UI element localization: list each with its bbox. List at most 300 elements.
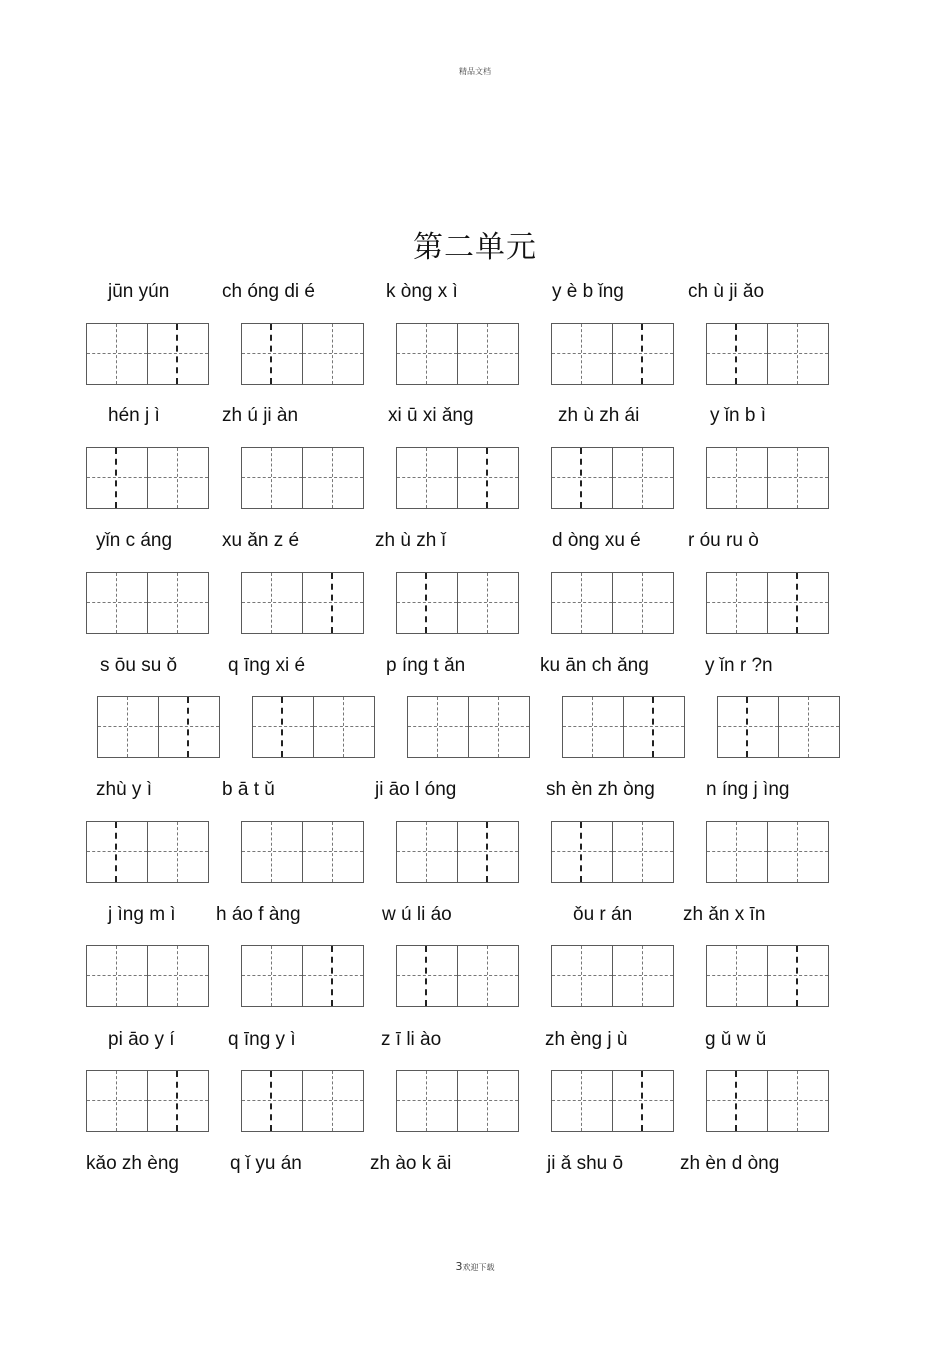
guide-line-horizontal (303, 851, 363, 852)
guide-line-horizontal (87, 1100, 147, 1101)
guide-line-horizontal (613, 1100, 673, 1101)
pinyin-row (0, 779, 950, 805)
writing-box[interactable] (302, 323, 364, 385)
guide-line-horizontal (613, 602, 673, 603)
guide-line-vertical (486, 822, 488, 882)
guide-line-horizontal (707, 851, 767, 852)
pinyin-word: n íng j ìng (706, 779, 790, 800)
guide-line-vertical (746, 697, 748, 757)
guide-line-vertical (425, 573, 427, 633)
guide-line-vertical (426, 822, 427, 882)
guide-line-horizontal (613, 477, 673, 478)
guide-line-horizontal (303, 353, 363, 354)
writing-box[interactable] (457, 821, 519, 883)
guide-line-horizontal (303, 1100, 363, 1101)
guide-line-horizontal (458, 602, 518, 603)
guide-line-vertical (271, 448, 272, 508)
guide-line-vertical (425, 946, 427, 1006)
guide-line-horizontal (613, 353, 673, 354)
guide-line-horizontal (242, 1100, 302, 1101)
guide-line-vertical (271, 822, 272, 882)
guide-line-horizontal (552, 353, 612, 354)
writing-box[interactable] (551, 945, 613, 1007)
writing-box[interactable] (551, 447, 613, 509)
guide-line-horizontal (458, 353, 518, 354)
guide-line-vertical (797, 822, 798, 882)
pinyin-word: g ǔ w ǔ (705, 1029, 767, 1050)
pinyin-word: q īng y ì (228, 1029, 296, 1050)
writing-box[interactable] (86, 945, 148, 1007)
guide-line-vertical (176, 324, 178, 384)
guide-line-horizontal (397, 353, 457, 354)
writing-box[interactable] (396, 447, 458, 509)
guide-line-horizontal (314, 726, 374, 727)
guide-line-vertical (115, 448, 117, 508)
writing-box[interactable] (551, 323, 613, 385)
guide-line-horizontal (87, 602, 147, 603)
character-grid-row (0, 821, 950, 883)
pinyin-word: y è b ǐng (552, 281, 624, 302)
guide-line-horizontal (768, 477, 828, 478)
guide-line-horizontal (242, 602, 302, 603)
writing-box[interactable] (147, 821, 209, 883)
pinyin-word: b ā t ǔ (222, 779, 275, 800)
writing-box[interactable] (86, 1070, 148, 1132)
guide-line-vertical (487, 1071, 488, 1131)
writing-box[interactable] (302, 1070, 364, 1132)
guide-line-horizontal (458, 975, 518, 976)
writing-box-pair (396, 821, 518, 883)
guide-line-horizontal (768, 851, 828, 852)
guide-line-horizontal (148, 975, 208, 976)
pinyin-word: zh ù zh ái (558, 405, 640, 426)
guide-line-horizontal (397, 1100, 457, 1101)
pinyin-word: zhù y ì (96, 779, 152, 800)
guide-line-vertical (736, 573, 737, 633)
writing-box-pair (396, 945, 518, 1007)
unit-title: 第二单元 (413, 230, 537, 265)
guide-line-horizontal (98, 726, 158, 727)
writing-box[interactable] (457, 323, 519, 385)
guide-line-horizontal (253, 726, 313, 727)
writing-box-pair (396, 572, 518, 634)
guide-line-vertical (808, 697, 809, 757)
guide-line-vertical (332, 1071, 333, 1131)
pinyin-word: yǐn c áng (96, 530, 173, 551)
writing-box-pair (706, 572, 828, 634)
guide-line-horizontal (87, 851, 147, 852)
writing-box[interactable] (612, 323, 674, 385)
pinyin-word: ch ù ji ǎo (688, 281, 765, 302)
writing-box[interactable] (457, 945, 519, 1007)
pinyin-word: k òng x ì (386, 281, 458, 302)
writing-box[interactable] (241, 821, 303, 883)
pinyin-word: z ī li ào (381, 1029, 442, 1050)
writing-box[interactable] (612, 1070, 674, 1132)
guide-line-vertical (735, 1071, 737, 1131)
writing-box[interactable] (767, 323, 829, 385)
pinyin-word: p íng t ǎn (386, 655, 466, 676)
character-grid-row (0, 1070, 950, 1132)
pinyin-word: d òng xu é (552, 530, 641, 551)
writing-box[interactable] (778, 696, 840, 758)
writing-box-pair (706, 323, 828, 385)
guide-line-horizontal (458, 1100, 518, 1101)
pinyin-word: ji āo l óng (375, 779, 457, 800)
guide-line-vertical (271, 946, 272, 1006)
guide-line-vertical (581, 573, 582, 633)
guide-line-vertical (581, 324, 582, 384)
guide-line-horizontal (469, 726, 529, 727)
writing-box-pair (86, 945, 208, 1007)
guide-line-horizontal (242, 851, 302, 852)
writing-box[interactable] (241, 945, 303, 1007)
pinyin-word: j ìng m ì (108, 904, 176, 925)
writing-box-pair (551, 821, 673, 883)
guide-line-horizontal (303, 477, 363, 478)
writing-box[interactable] (97, 696, 159, 758)
guide-line-vertical (735, 324, 737, 384)
guide-line-horizontal (148, 602, 208, 603)
writing-box[interactable] (612, 447, 674, 509)
writing-box-pair (86, 323, 208, 385)
writing-box[interactable] (551, 821, 613, 883)
guide-line-vertical (331, 573, 333, 633)
guide-line-horizontal (563, 726, 623, 727)
guide-line-horizontal (87, 477, 147, 478)
writing-box-pair (241, 1070, 363, 1132)
character-grid-row (0, 945, 950, 1007)
guide-line-horizontal (552, 851, 612, 852)
writing-box-pair (241, 821, 363, 883)
writing-box[interactable] (147, 1070, 209, 1132)
writing-box[interactable] (302, 447, 364, 509)
writing-box[interactable] (252, 696, 314, 758)
guide-line-horizontal (552, 602, 612, 603)
guide-line-horizontal (718, 726, 778, 727)
pinyin-word: q ǐ yu án (230, 1153, 302, 1174)
writing-box[interactable] (623, 696, 685, 758)
writing-box[interactable] (147, 323, 209, 385)
guide-line-vertical (281, 697, 283, 757)
guide-line-vertical (426, 1071, 427, 1131)
writing-box[interactable] (706, 447, 768, 509)
guide-line-horizontal (707, 1100, 767, 1101)
pinyin-word: ch óng di é (222, 281, 315, 302)
guide-line-horizontal (148, 1100, 208, 1101)
guide-line-vertical (796, 573, 798, 633)
writing-box[interactable] (147, 945, 209, 1007)
writing-box-pair (241, 945, 363, 1007)
writing-box[interactable] (706, 821, 768, 883)
writing-box[interactable] (612, 945, 674, 1007)
writing-box-pair (241, 572, 363, 634)
guide-line-vertical (641, 324, 643, 384)
writing-box-pair (86, 1070, 208, 1132)
writing-box[interactable] (86, 821, 148, 883)
guide-line-vertical (116, 1071, 117, 1131)
guide-line-vertical (736, 822, 737, 882)
writing-box[interactable] (468, 696, 530, 758)
writing-box[interactable] (396, 821, 458, 883)
guide-line-horizontal (148, 851, 208, 852)
writing-box-pair (241, 323, 363, 385)
guide-line-vertical (332, 822, 333, 882)
guide-line-horizontal (87, 353, 147, 354)
writing-box[interactable] (241, 572, 303, 634)
writing-box-pair (396, 323, 518, 385)
writing-box[interactable] (767, 821, 829, 883)
guide-line-vertical (797, 1071, 798, 1131)
pinyin-row (0, 1029, 950, 1055)
guide-line-horizontal (768, 975, 828, 976)
guide-line-horizontal (303, 602, 363, 603)
guide-line-vertical (797, 324, 798, 384)
writing-box-pair (97, 696, 219, 758)
pinyin-word: ji ǎ shu ō (547, 1153, 624, 1174)
writing-box[interactable] (147, 447, 209, 509)
guide-line-vertical (580, 448, 582, 508)
guide-line-horizontal (148, 477, 208, 478)
guide-line-vertical (641, 1071, 643, 1131)
guide-line-horizontal (552, 1100, 612, 1101)
pinyin-row (0, 405, 950, 431)
guide-line-horizontal (707, 602, 767, 603)
writing-box[interactable] (767, 945, 829, 1007)
guide-line-horizontal (242, 353, 302, 354)
page-footer (0, 1260, 950, 1273)
guide-line-vertical (177, 573, 178, 633)
guide-line-vertical (177, 946, 178, 1006)
guide-line-vertical (177, 448, 178, 508)
guide-line-vertical (437, 697, 438, 757)
pinyin-word: zh ào k āi (370, 1153, 452, 1174)
writing-box-pair (717, 696, 839, 758)
pinyin-word: ku ān ch ǎng (540, 655, 649, 676)
guide-line-horizontal (707, 477, 767, 478)
pinyin-row (0, 281, 950, 307)
guide-line-vertical (331, 946, 333, 1006)
pinyin-row (0, 655, 950, 681)
pinyin-word: y ǐn b ì (710, 405, 766, 426)
writing-box[interactable] (241, 323, 303, 385)
guide-line-vertical (270, 1071, 272, 1131)
writing-box-pair (86, 572, 208, 634)
writing-box-pair (396, 447, 518, 509)
writing-box[interactable] (612, 572, 674, 634)
writing-box[interactable] (302, 945, 364, 1007)
writing-box[interactable] (457, 447, 519, 509)
writing-box[interactable] (396, 945, 458, 1007)
guide-line-horizontal (408, 726, 468, 727)
pinyin-word: r óu ru ò (688, 530, 759, 551)
writing-box-pair (551, 945, 673, 1007)
guide-line-vertical (487, 573, 488, 633)
guide-line-vertical (426, 324, 427, 384)
writing-box[interactable] (313, 696, 375, 758)
guide-line-vertical (642, 822, 643, 882)
guide-line-vertical (652, 697, 654, 757)
guide-line-horizontal (397, 477, 457, 478)
writing-box-pair (706, 945, 828, 1007)
writing-box[interactable] (302, 572, 364, 634)
guide-line-vertical (796, 946, 798, 1006)
guide-line-horizontal (768, 353, 828, 354)
guide-line-horizontal (613, 975, 673, 976)
guide-line-horizontal (552, 477, 612, 478)
writing-box[interactable] (767, 572, 829, 634)
guide-line-vertical (116, 573, 117, 633)
guide-line-vertical (642, 946, 643, 1006)
writing-box-pair (407, 696, 529, 758)
guide-line-horizontal (552, 975, 612, 976)
writing-box-pair (252, 696, 374, 758)
guide-line-vertical (332, 448, 333, 508)
pinyin-word: zh ú ji àn (222, 405, 299, 426)
footer-text: 欢迎下载 (462, 1263, 495, 1272)
writing-box[interactable] (612, 821, 674, 883)
pinyin-word: q īng xi é (228, 655, 306, 676)
writing-box[interactable] (706, 323, 768, 385)
writing-box-pair (241, 447, 363, 509)
guide-line-horizontal (779, 726, 839, 727)
guide-line-vertical (127, 697, 128, 757)
pinyin-word: zh ù zh ǐ (375, 530, 446, 551)
writing-box-pair (86, 821, 208, 883)
guide-line-horizontal (397, 975, 457, 976)
guide-line-vertical (487, 324, 488, 384)
page-number: 3 (455, 1260, 463, 1273)
writing-box[interactable] (241, 1070, 303, 1132)
writing-box[interactable] (706, 572, 768, 634)
pinyin-word: s ōu su ǒ (100, 655, 178, 676)
writing-box-pair (551, 323, 673, 385)
writing-box-pair (551, 572, 673, 634)
pinyin-row (0, 904, 950, 930)
guide-line-horizontal (458, 477, 518, 478)
guide-line-vertical (797, 448, 798, 508)
writing-box-pair (706, 1070, 828, 1132)
writing-box[interactable] (562, 696, 624, 758)
guide-line-vertical (581, 1071, 582, 1131)
writing-box[interactable] (86, 323, 148, 385)
guide-line-vertical (270, 324, 272, 384)
writing-box[interactable] (551, 1070, 613, 1132)
writing-box[interactable] (86, 572, 148, 634)
guide-line-horizontal (768, 602, 828, 603)
pinyin-word: kǎo zh èng (86, 1153, 179, 1174)
writing-box-pair (551, 447, 673, 509)
pinyin-row (0, 530, 950, 556)
guide-line-horizontal (303, 975, 363, 976)
pinyin-word: hén j ì (108, 405, 160, 426)
pinyin-word: w ú li áo (382, 904, 452, 925)
page-header: 精品文档 (459, 67, 491, 76)
guide-line-horizontal (624, 726, 684, 727)
guide-line-horizontal (159, 726, 219, 727)
writing-box-pair (706, 821, 828, 883)
guide-line-horizontal (242, 477, 302, 478)
guide-line-vertical (736, 448, 737, 508)
writing-box[interactable] (706, 1070, 768, 1132)
writing-box[interactable] (86, 447, 148, 509)
guide-line-vertical (580, 822, 582, 882)
guide-line-horizontal (707, 975, 767, 976)
writing-box-pair (562, 696, 684, 758)
writing-box[interactable] (407, 696, 469, 758)
writing-box[interactable] (717, 696, 779, 758)
writing-box[interactable] (396, 1070, 458, 1132)
pinyin-word: h áo f àng (216, 904, 301, 925)
guide-line-vertical (486, 448, 488, 508)
pinyin-row (0, 1153, 950, 1179)
guide-line-vertical (116, 324, 117, 384)
guide-line-vertical (736, 946, 737, 1006)
writing-box[interactable] (396, 572, 458, 634)
guide-line-horizontal (397, 851, 457, 852)
pinyin-word: sh èn zh òng (546, 779, 655, 800)
guide-line-vertical (592, 697, 593, 757)
writing-box[interactable] (302, 821, 364, 883)
pinyin-word: zh èng j ù (545, 1029, 628, 1050)
writing-box-pair (551, 1070, 673, 1132)
writing-box[interactable] (147, 572, 209, 634)
writing-box[interactable] (551, 572, 613, 634)
writing-box[interactable] (706, 945, 768, 1007)
character-grid-row (0, 323, 950, 385)
guide-line-horizontal (707, 353, 767, 354)
guide-line-horizontal (458, 851, 518, 852)
guide-line-vertical (487, 946, 488, 1006)
pinyin-word: ǒu r án (573, 904, 633, 925)
guide-line-horizontal (148, 353, 208, 354)
writing-box[interactable] (457, 572, 519, 634)
guide-line-horizontal (397, 602, 457, 603)
pinyin-word: xu ǎn z é (222, 530, 300, 551)
guide-line-vertical (581, 946, 582, 1006)
writing-box-pair (706, 447, 828, 509)
guide-line-vertical (642, 573, 643, 633)
guide-line-vertical (176, 1071, 178, 1131)
writing-box-pair (86, 447, 208, 509)
pinyin-word: zh ǎn x īn (683, 904, 766, 925)
guide-line-vertical (343, 697, 344, 757)
character-grid-row (0, 447, 950, 509)
writing-box[interactable] (457, 1070, 519, 1132)
writing-box[interactable] (158, 696, 220, 758)
writing-box[interactable] (767, 447, 829, 509)
pinyin-word: y ǐn r ?n (705, 655, 773, 676)
character-grid-row (0, 572, 950, 634)
guide-line-vertical (642, 448, 643, 508)
guide-line-vertical (271, 573, 272, 633)
pinyin-word: xi ū xi ǎng (388, 405, 474, 426)
writing-box[interactable] (241, 447, 303, 509)
writing-box[interactable] (396, 323, 458, 385)
guide-line-horizontal (768, 1100, 828, 1101)
guide-line-horizontal (242, 975, 302, 976)
writing-box[interactable] (767, 1070, 829, 1132)
pinyin-word: pi āo y í (108, 1029, 175, 1050)
guide-line-vertical (116, 946, 117, 1006)
guide-line-vertical (426, 448, 427, 508)
guide-line-vertical (498, 697, 499, 757)
guide-line-vertical (187, 697, 189, 757)
guide-line-vertical (177, 822, 178, 882)
guide-line-vertical (115, 822, 117, 882)
guide-line-horizontal (613, 851, 673, 852)
guide-line-horizontal (87, 975, 147, 976)
